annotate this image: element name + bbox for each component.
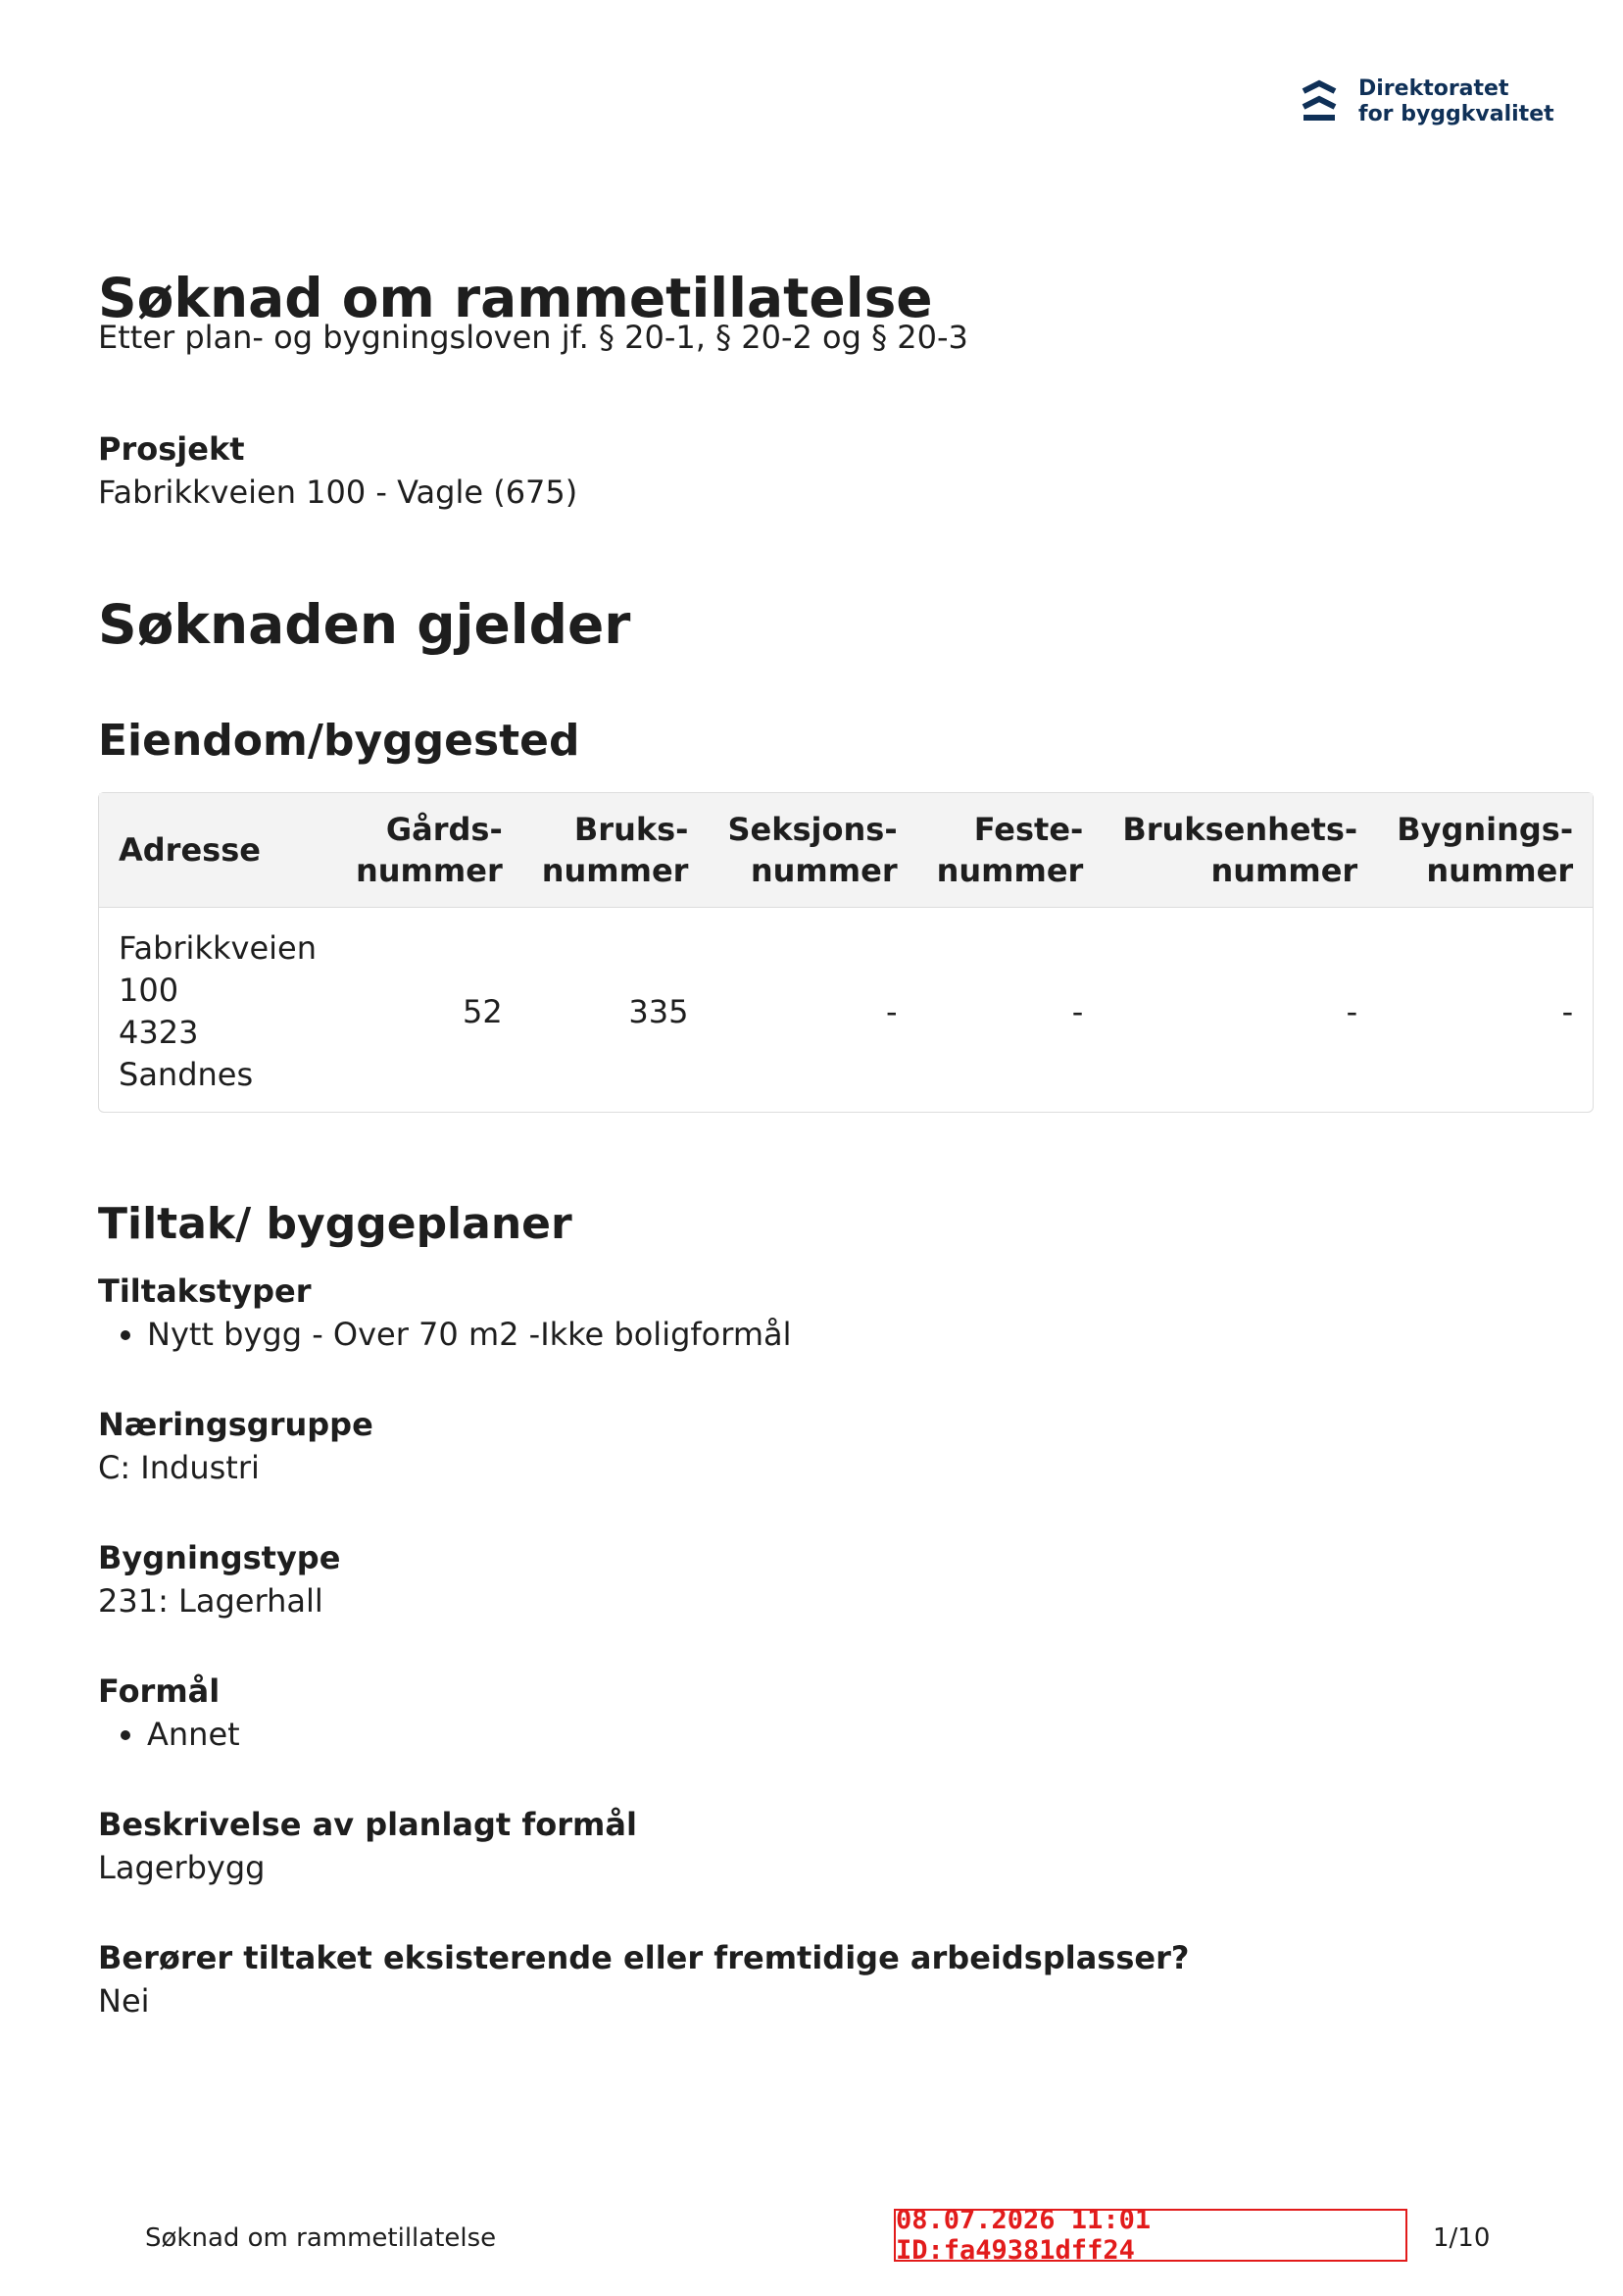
footer-title: Søknad om rammetillatelse <box>145 2223 497 2253</box>
address-line-1: Fabrikkveien <box>119 929 317 967</box>
dibk-logo-icon <box>1300 77 1339 126</box>
arbeidsplasser-field <box>98 1936 1533 2022</box>
col-gardsnummer-l1: Gårds- <box>385 811 503 848</box>
project-value: Fabrikkveien 100 - Vagle (675) <box>98 474 578 511</box>
cell-seksjonsnummer: - <box>708 907 916 1112</box>
arbeidsplasser-label: Berører tiltaket eksisterende eller fremtidige arbeidsplasser? <box>98 1939 1190 1976</box>
col-bygningsnummer-l1: Bygnings- <box>1397 811 1574 848</box>
measures-title: Tiltak/ byggeplaner <box>98 1199 572 1249</box>
col-bruksenhetsnummer-l2: nummer <box>1210 852 1358 889</box>
formal-list <box>98 1713 1533 1756</box>
bygningstype-label: Bygningstype <box>98 1539 341 1576</box>
arbeidsplasser-value: Nei <box>98 1982 150 2020</box>
document-title: Søknad om rammetillatelse <box>98 267 933 329</box>
col-seksjonsnummer-l2: nummer <box>750 852 898 889</box>
timestamp-stamp: 08.07.2026 11:01 ID:fa49381dff24 <box>894 2209 1407 2262</box>
col-seksjonsnummer-l1: Seksjons- <box>727 811 898 848</box>
beskrivelse-label: Beskrivelse av planlagt formål <box>98 1806 637 1843</box>
naeringsgruppe-value: C: Industri <box>98 1449 260 1486</box>
col-bruksnummer-l2: nummer <box>541 852 689 889</box>
logo-line-1: Direktoratet <box>1358 76 1509 101</box>
bygningstype-value: 231: Lagerhall <box>98 1582 323 1620</box>
col-seksjonsnummer <box>708 793 916 907</box>
cell-gardsnummer: 52 <box>336 907 522 1112</box>
formal-field <box>98 1670 1533 1756</box>
beskrivelse-value: Lagerbygg <box>98 1849 266 1886</box>
property-table <box>98 792 1594 1113</box>
col-bruksnummer <box>522 793 709 907</box>
table-header-row <box>99 793 1593 907</box>
naeringsgruppe-field <box>98 1403 1533 1489</box>
col-bruksnummer-l1: Bruks- <box>573 811 689 848</box>
project-label: Prosjekt <box>98 430 245 468</box>
col-festenummer <box>917 793 1104 907</box>
col-bruksenhetsnummer-l1: Bruksenhets- <box>1122 811 1358 848</box>
col-bygningsnummer-l2: nummer <box>1426 852 1574 889</box>
document-subtitle: Etter plan- og bygningsloven jf. § 20-1, § 20-2 og § 20-3 <box>98 319 968 356</box>
col-bruksenhetsnummer <box>1103 793 1377 907</box>
document-content <box>98 267 1574 2022</box>
cell-bruksenhetsnummer: - <box>1103 907 1377 1112</box>
logo-text <box>1358 76 1554 127</box>
property-title: Eiendom/byggested <box>98 716 580 766</box>
address-line-3: 4323 Sandnes <box>119 1014 254 1093</box>
tiltakstyper-field <box>98 1270 1533 1356</box>
col-festenummer-l1: Feste- <box>973 811 1084 848</box>
tiltakstyper-list <box>98 1313 1533 1356</box>
page-footer <box>0 2202 1623 2271</box>
col-bygningsnummer <box>1377 793 1593 907</box>
formal-label: Formål <box>98 1672 221 1710</box>
logo-line-2: for byggkvalitet <box>1358 102 1554 126</box>
cell-bygningsnummer: - <box>1377 907 1593 1112</box>
cell-festenummer: - <box>917 907 1104 1112</box>
beskrivelse-field <box>98 1803 1533 1889</box>
list-item: • Annet <box>147 1713 1533 1756</box>
cell-address <box>99 907 336 1112</box>
page-number: 1/10 <box>1433 2223 1491 2253</box>
section-title: Søknaden gjelder <box>98 593 631 656</box>
address-line-2: 100 <box>119 972 179 1009</box>
col-gardsnummer-l2: nummer <box>355 852 503 889</box>
col-address: Adresse <box>99 793 336 907</box>
naeringsgruppe-label: Næringsgruppe <box>98 1406 373 1443</box>
tiltakstyper-label: Tiltakstyper <box>98 1273 312 1310</box>
col-festenummer-l2: nummer <box>936 852 1084 889</box>
dibk-logo <box>1300 76 1554 127</box>
project-field <box>98 427 1533 514</box>
bygningstype-field <box>98 1536 1533 1622</box>
table-row <box>99 907 1593 1112</box>
list-item: • Nytt bygg - Over 70 m2 -Ikke boligformål <box>147 1313 1533 1356</box>
col-gardsnummer <box>336 793 522 907</box>
cell-bruksnummer: 335 <box>522 907 709 1112</box>
